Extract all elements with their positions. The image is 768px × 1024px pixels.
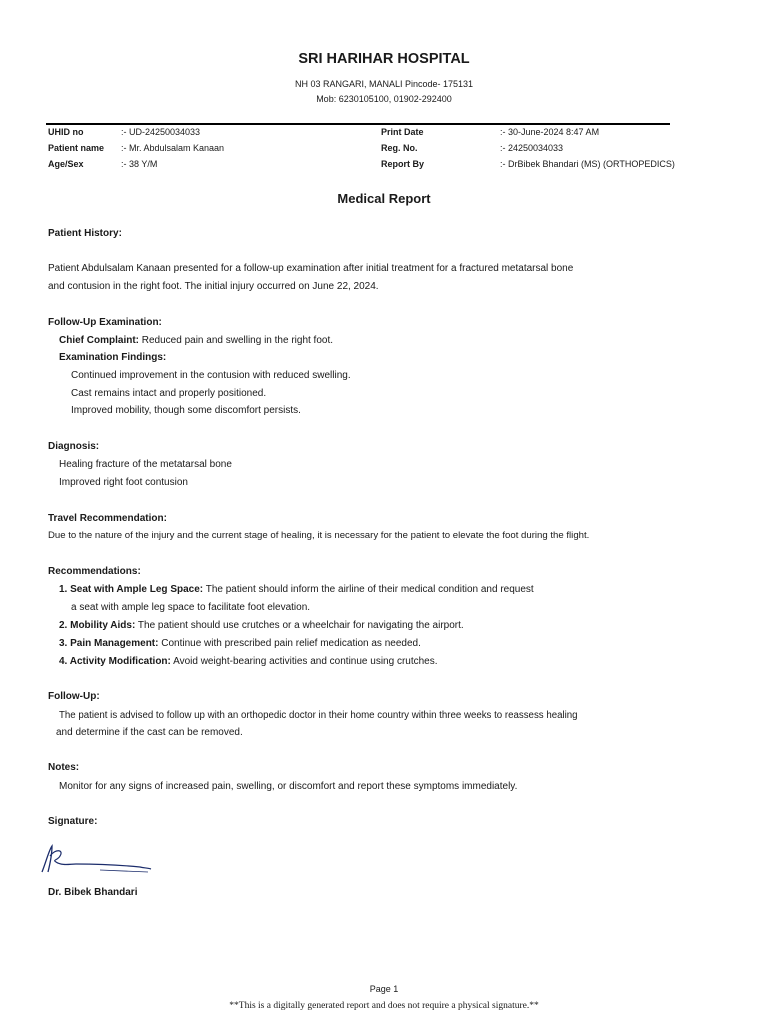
diagnosis-heading: Diagnosis: — [48, 441, 100, 452]
print-date-label: Print Date — [381, 127, 424, 137]
exam-finding-item: Continued improvement in the contusion with reduced swelling. — [71, 370, 351, 381]
recommendation-item — [59, 584, 534, 595]
header-divider — [46, 123, 670, 125]
reg-no-value: :- 24250034033 — [500, 143, 564, 153]
recommendation-item — [59, 638, 421, 649]
recommendation-text: Continue with prescribed pain relief medication as needed. — [158, 638, 421, 649]
diagnosis-item: Healing fracture of the metatarsal bone — [59, 459, 232, 470]
history-line: Patient Abdulsalam Kanaan presented for a follow-up examination after initial treatment for a fractured metatarsal bone — [48, 263, 574, 274]
history-line: and contusion in the right foot. The initial injury occurred on June 22, 2024. — [48, 281, 379, 292]
recommendation-text: The patient should use crutches or a wheelchair for navigating the airport. — [135, 620, 464, 631]
followup-exam-heading: Follow-Up Examination: — [48, 317, 162, 328]
hospital-name: SRI HARIHAR HOSPITAL — [298, 51, 470, 67]
followup-heading: Follow-Up: — [48, 691, 100, 702]
recommendation-text: Avoid weight-bearing activities and continue using crutches. — [170, 656, 438, 667]
chief-complaint-text: Reduced pain and swelling in the right foot. — [139, 335, 334, 346]
exam-findings-label: Examination Findings: — [59, 352, 167, 363]
report-by-value: :- DrBibek Bhandari (MS) (ORTHOPEDICS) — [500, 159, 675, 169]
followup-line: The patient is advised to follow up with an orthopedic doctor in their home country within three weeks to reassess healing — [59, 710, 578, 721]
footer-note: **This is a digitally generated report and does not require a physical signature.** — [229, 1001, 539, 1011]
recommendation-label: 3. Pain Management: — [59, 638, 159, 649]
recommendation-item — [59, 620, 464, 631]
print-date-value: :- 30-June-2024 8:47 AM — [500, 127, 600, 137]
uhid-label: UHID no — [48, 127, 84, 137]
recommendation-label: 4. Activity Modification: — [59, 656, 171, 667]
uhid-value: :- UD-24250034033 — [121, 127, 201, 137]
recommendation-item — [59, 656, 438, 667]
recommendation-text: The patient should inform the airline of their medical condition and request — [203, 584, 534, 595]
page-number: Page 1 — [369, 984, 399, 994]
exam-finding-item: Cast remains intact and properly positioned. — [71, 388, 267, 399]
report-title: Medical Report — [337, 191, 431, 206]
notes-heading: Notes: — [48, 762, 80, 773]
travel-heading: Travel Recommendation: — [48, 513, 167, 524]
chief-complaint — [59, 335, 333, 346]
recommendation-continuation: a seat with ample leg space to facilitate foot elevation. — [71, 602, 311, 613]
patient-name-value: :- Mr. Abdulsalam Kanaan — [121, 143, 225, 153]
exam-finding-item: Improved mobility, though some discomfort persists. — [71, 405, 301, 416]
travel-text: Due to the nature of the injury and the current stage of healing, it is necessary for the patient to elevate the foot during the flight. — [48, 530, 590, 541]
signature-heading: Signature: — [48, 816, 98, 827]
signature-image — [40, 842, 155, 876]
age-sex-label: Age/Sex — [48, 159, 84, 169]
doctor-name: Dr. Bibek Bhandari — [48, 887, 138, 898]
followup-line: and determine if the cast can be removed. — [56, 727, 243, 738]
recommendations-heading: Recommendations: — [48, 566, 141, 577]
patient-name-label: Patient name — [48, 143, 105, 153]
recommendation-label: 2. Mobility Aids: — [59, 620, 136, 631]
age-sex-value: :- 38 Y/M — [121, 159, 158, 169]
report-by-label: Report By — [381, 159, 425, 169]
reg-no-label: Reg. No. — [381, 143, 418, 153]
history-heading: Patient History: — [48, 228, 122, 239]
hospital-mobile: Mob: 6230105100, 01902-292400 — [316, 94, 452, 104]
chief-complaint-label: Chief Complaint: — [59, 335, 139, 346]
hospital-address: NH 03 RANGARI, MANALI Pincode- 175131 — [294, 79, 474, 89]
recommendation-label: 1. Seat with Ample Leg Space: — [59, 584, 204, 595]
diagnosis-item: Improved right foot contusion — [59, 477, 188, 488]
notes-text: Monitor for any signs of increased pain, swelling, or discomfort and report these symptoms immediately. — [59, 781, 518, 792]
